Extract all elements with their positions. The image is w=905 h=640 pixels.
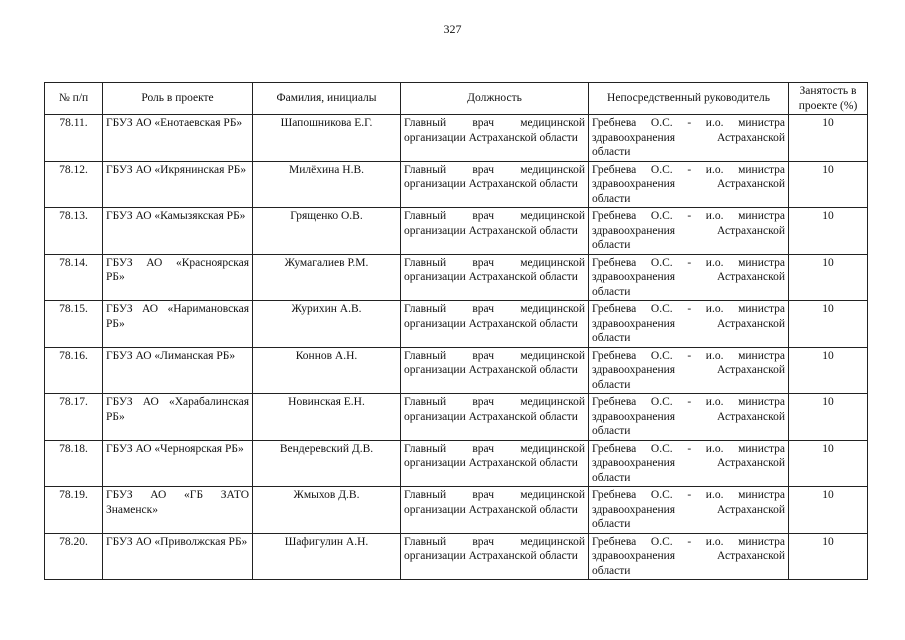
header-load: Занятость в проекте (%) xyxy=(789,83,868,115)
cell-name: Жумагалиев Р.М. xyxy=(253,254,401,301)
table-row xyxy=(45,487,868,534)
cell-position: Главный врач медицинской организации Астраханской области xyxy=(401,301,589,348)
cell-name: Шапошникова Е.Г. xyxy=(253,115,401,162)
cell-role: ГБУЗ АО «Енотаевская РБ» xyxy=(103,115,253,162)
cell-position: Главный врач медицинской организации Астраханской области xyxy=(401,254,589,301)
cell-role: ГБУЗ АО «Лиманская РБ» xyxy=(103,347,253,394)
header-supervisor: Непосредственный руководитель xyxy=(589,83,789,115)
table-row xyxy=(45,161,868,208)
cell-load: 10 xyxy=(789,533,868,580)
cell-role: ГБУЗ АО «Красноярская РБ» xyxy=(103,254,253,301)
cell-position: Главный врач медицинской организации Астраханской области xyxy=(401,533,589,580)
cell-num: 78.19. xyxy=(45,487,103,534)
table-header-row xyxy=(45,83,868,115)
cell-name: Милёхина Н.В. xyxy=(253,161,401,208)
cell-role: ГБУЗ АО «Наримановская РБ» xyxy=(103,301,253,348)
table-row xyxy=(45,254,868,301)
cell-num: 78.13. xyxy=(45,208,103,255)
cell-role: ГБУЗ АО «Черноярская РБ» xyxy=(103,440,253,487)
cell-supervisor: Гребнева О.С. - и.о. министра здравоохранения Астраханской области xyxy=(589,115,789,162)
cell-num: 78.11. xyxy=(45,115,103,162)
cell-supervisor: Гребнева О.С. - и.о. министра здравоохранения Астраханской области xyxy=(589,440,789,487)
cell-load: 10 xyxy=(789,254,868,301)
cell-load: 10 xyxy=(789,440,868,487)
cell-num: 78.15. xyxy=(45,301,103,348)
cell-name: Вендеревский Д.В. xyxy=(253,440,401,487)
cell-supervisor: Гребнева О.С. - и.о. министра здравоохранения Астраханской области xyxy=(589,394,789,441)
cell-supervisor: Гребнева О.С. - и.о. министра здравоохранения Астраханской области xyxy=(589,347,789,394)
cell-name: Шафигулин А.Н. xyxy=(253,533,401,580)
cell-load: 10 xyxy=(789,161,868,208)
cell-num: 78.12. xyxy=(45,161,103,208)
cell-position: Главный врач медицинской организации Астраханской области xyxy=(401,347,589,394)
table-row xyxy=(45,394,868,441)
cell-load: 10 xyxy=(789,115,868,162)
cell-supervisor: Гребнева О.С. - и.о. министра здравоохранения Астраханской области xyxy=(589,161,789,208)
cell-name: Грященко О.В. xyxy=(253,208,401,255)
cell-name: Жмыхов Д.В. xyxy=(253,487,401,534)
cell-supervisor: Гребнева О.С. - и.о. министра здравоохранения Астраханской области xyxy=(589,208,789,255)
cell-num: 78.17. xyxy=(45,394,103,441)
cell-load: 10 xyxy=(789,487,868,534)
cell-num: 78.14. xyxy=(45,254,103,301)
cell-role: ГБУЗ АО «ГБ ЗАТО Знаменск» xyxy=(103,487,253,534)
cell-role: ГБУЗ АО «Икрянинская РБ» xyxy=(103,161,253,208)
project-staff-table xyxy=(44,82,868,580)
table-row xyxy=(45,115,868,162)
table-row xyxy=(45,440,868,487)
header-position: Должность xyxy=(401,83,589,115)
table-row xyxy=(45,347,868,394)
cell-load: 10 xyxy=(789,301,868,348)
table-row xyxy=(45,533,868,580)
cell-supervisor: Гребнева О.С. - и.о. министра здравоохранения Астраханской области xyxy=(589,533,789,580)
cell-num: 78.18. xyxy=(45,440,103,487)
cell-supervisor: Гребнева О.С. - и.о. министра здравоохранения Астраханской области xyxy=(589,487,789,534)
cell-role: ГБУЗ АО «Харабалинская РБ» xyxy=(103,394,253,441)
cell-role: ГБУЗ АО «Приволжская РБ» xyxy=(103,533,253,580)
cell-name: Коннов А.Н. xyxy=(253,347,401,394)
header-role: Роль в проекте xyxy=(103,83,253,115)
cell-position: Главный врач медицинской организации Астраханской области xyxy=(401,487,589,534)
cell-supervisor: Гребнева О.С. - и.о. министра здравоохранения Астраханской области xyxy=(589,254,789,301)
cell-load: 10 xyxy=(789,394,868,441)
cell-load: 10 xyxy=(789,347,868,394)
table-row xyxy=(45,301,868,348)
cell-name: Новинская Е.Н. xyxy=(253,394,401,441)
cell-position: Главный врач медицинской организации Астраханской области xyxy=(401,440,589,487)
table-row xyxy=(45,208,868,255)
cell-load: 10 xyxy=(789,208,868,255)
cell-name: Журихин А.В. xyxy=(253,301,401,348)
header-name: Фамилия, инициалы xyxy=(253,83,401,115)
cell-position: Главный врач медицинской организации Астраханской области xyxy=(401,161,589,208)
cell-role: ГБУЗ АО «Камызякская РБ» xyxy=(103,208,253,255)
cell-num: 78.16. xyxy=(45,347,103,394)
page-number: 327 xyxy=(443,22,462,36)
cell-position: Главный врач медицинской организации Астраханской области xyxy=(401,394,589,441)
header-num: № п/п xyxy=(45,83,103,115)
cell-supervisor: Гребнева О.С. - и.о. министра здравоохранения Астраханской области xyxy=(589,301,789,348)
cell-position: Главный врач медицинской организации Астраханской области xyxy=(401,115,589,162)
cell-position: Главный врач медицинской организации Астраханской области xyxy=(401,208,589,255)
cell-num: 78.20. xyxy=(45,533,103,580)
